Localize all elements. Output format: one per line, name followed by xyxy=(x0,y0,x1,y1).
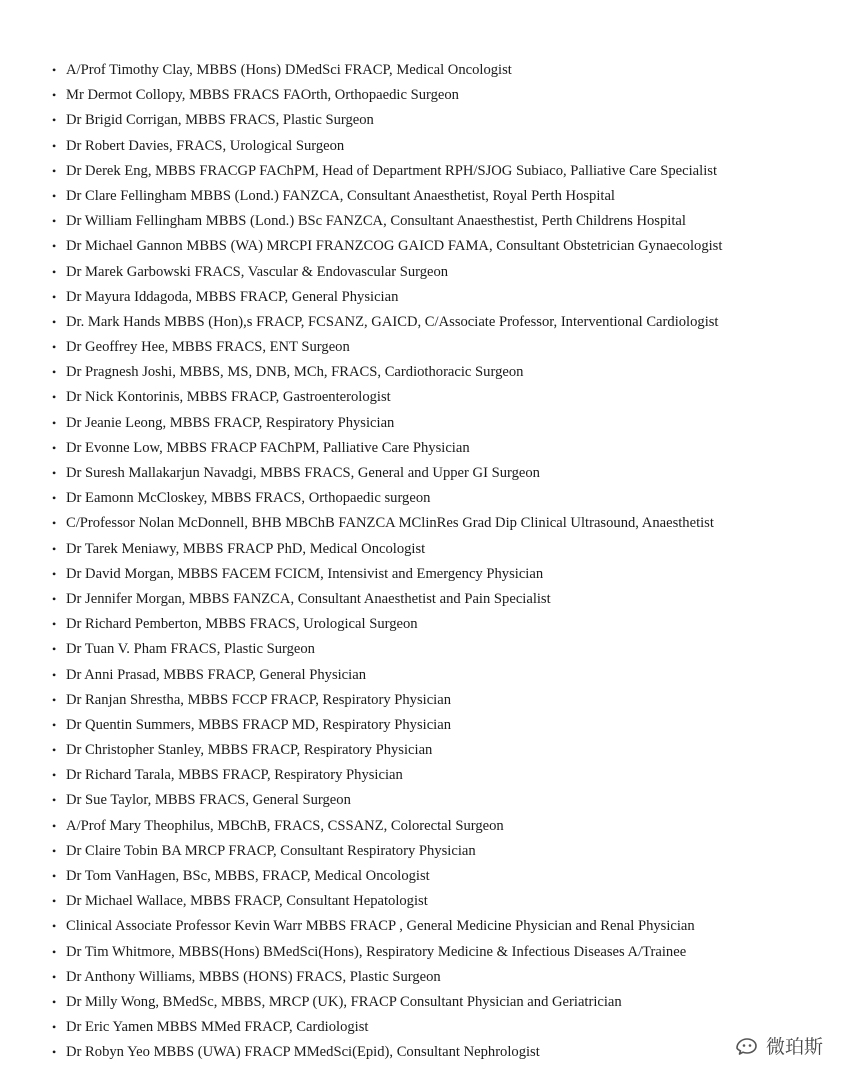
list-item-text: Dr Eamonn McCloskey, MBBS FRACS, Orthopaedic surgeon xyxy=(66,490,431,507)
list-item xyxy=(52,562,832,587)
list-item xyxy=(52,990,832,1015)
list-item-text: Dr Mayura Iddagoda, MBBS FRACP, General Physician xyxy=(66,288,399,305)
list-item-text: Dr Anthony Williams, MBBS (HONS) FRACS, Plastic Surgeon xyxy=(66,968,441,985)
list-item-text: Dr Marek Garbowski FRACS, Vascular & Endovascular Surgeon xyxy=(66,263,449,280)
bullet-icon: • xyxy=(52,743,57,758)
list-item xyxy=(52,713,832,738)
list-item xyxy=(52,1040,832,1065)
watermark xyxy=(734,1032,823,1059)
list-item xyxy=(52,914,832,939)
list-item-text: Dr Richard Tarala, MBBS FRACP, Respiratory Physician xyxy=(66,767,403,784)
list-item xyxy=(52,234,832,259)
list-item xyxy=(52,637,832,662)
bullet-icon: • xyxy=(52,969,57,984)
list-item xyxy=(52,864,832,889)
list-item-text: Dr Ranjan Shrestha, MBBS FCCP FRACP, Respiratory Physician xyxy=(66,691,452,708)
list-item xyxy=(52,486,832,511)
list-item xyxy=(52,209,832,234)
list-item-text: Mr Dermot Collopy, MBBS FRACS FAOrth, Orthopaedic Surgeon xyxy=(66,87,459,104)
list-item-text: A/Prof Mary Theophilus, MBChB, FRACS, CSSANZ, Colorectal Surgeon xyxy=(66,817,504,834)
list-item xyxy=(52,788,832,813)
bullet-icon: • xyxy=(52,717,57,732)
list-item-text: Dr Evonne Low, MBBS FRACP FAChPM, Palliative Care Physician xyxy=(66,439,470,456)
bullet-icon: • xyxy=(52,314,57,329)
list-item xyxy=(52,108,832,133)
list-item-text: Dr David Morgan, MBBS FACEM FCICM, Intensivist and Emergency Physician xyxy=(66,565,544,582)
bullet-icon: • xyxy=(52,667,57,682)
list-item-text: Dr Richard Pemberton, MBBS FRACS, Urological Surgeon xyxy=(66,616,418,633)
bullet-icon: • xyxy=(52,340,57,355)
list-item xyxy=(52,411,832,436)
list-item xyxy=(52,537,832,562)
bullet-icon: • xyxy=(52,818,57,833)
bullet-icon: • xyxy=(52,591,57,606)
bullet-icon: • xyxy=(52,793,57,808)
bullet-icon: • xyxy=(52,88,57,103)
list-item xyxy=(52,587,832,612)
signatory-list xyxy=(52,58,832,1066)
list-item-text: Dr Jennifer Morgan, MBBS FANZCA, Consultant Anaesthetist and Pain Specialist xyxy=(66,590,551,607)
list-item-text: Dr Robert Davies, FRACS, Urological Surgeon xyxy=(66,137,345,154)
list-item-text: Dr Geoffrey Hee, MBBS FRACS, ENT Surgeon xyxy=(66,339,350,356)
bullet-icon: • xyxy=(52,214,57,229)
list-item-text: Dr Pragnesh Joshi, MBBS, MS, DNB, MCh, FRACS, Cardiothoracic Surgeon xyxy=(66,364,524,381)
list-item xyxy=(52,940,832,965)
list-item xyxy=(52,360,832,385)
list-item xyxy=(52,310,832,335)
list-item-text: Dr Tuan V. Pham FRACS, Plastic Surgeon xyxy=(66,641,315,658)
list-item-text: Dr Tarek Meniawy, MBBS FRACP PhD, Medical Oncologist xyxy=(66,540,426,557)
bullet-icon: • xyxy=(52,1020,57,1035)
list-item xyxy=(52,763,832,788)
list-item xyxy=(52,260,832,285)
list-item xyxy=(52,965,832,990)
list-item xyxy=(52,385,832,410)
bullet-icon: • xyxy=(52,1045,57,1060)
bullet-icon: • xyxy=(52,894,57,909)
watermark-text: 微珀斯 xyxy=(765,1036,823,1058)
list-item-text: Dr Claire Tobin BA MRCP FRACP, Consultant Respiratory Physician xyxy=(66,842,476,859)
list-item-text: Dr Tom VanHagen, BSc, MBBS, FRACP, Medical Oncologist xyxy=(66,868,430,884)
bullet-icon: • xyxy=(52,566,57,581)
list-item xyxy=(52,511,832,536)
list-item-text: Dr Quentin Summers, MBBS FRACP MD, Respiratory Physician xyxy=(66,716,451,733)
bullet-icon: • xyxy=(52,994,57,1009)
list-item-text: Dr Brigid Corrigan, MBBS FRACS, Plastic Surgeon xyxy=(66,112,374,129)
list-item xyxy=(52,688,832,713)
bullet-icon: • xyxy=(52,163,57,178)
list-item-text: Dr Christopher Stanley, MBBS FRACP, Respiratory Physician xyxy=(66,742,433,759)
bullet-icon: • xyxy=(52,415,57,430)
list-item-text: Dr William Fellingham MBBS (Lond.) BSc FANZCA, Consultant Anaesthestist, Perth Childrens Hospital xyxy=(66,213,686,230)
bullet-icon: • xyxy=(52,365,57,380)
list-item-text: Dr Suresh Mallakarjun Navadgi, MBBS FRACS, General and Upper GI Surgeon xyxy=(66,465,540,481)
list-item xyxy=(52,83,832,108)
list-item xyxy=(52,839,832,864)
bullet-icon: • xyxy=(52,491,57,506)
bullet-icon: • xyxy=(52,239,57,254)
list-item xyxy=(52,436,832,461)
list-item xyxy=(52,159,832,184)
list-item-text: Dr Eric Yamen MBBS MMed FRACP, Cardiologist xyxy=(66,1019,369,1036)
bullet-icon: • xyxy=(52,188,57,203)
list-item-text: Dr Clare Fellingham MBBS (Lond.) FANZCA, Consultant Anaesthetist, Royal Perth Hospital xyxy=(66,187,615,204)
bullet-icon: • xyxy=(52,843,57,858)
list-item-text: Dr Michael Wallace, MBBS FRACP, Consultant Hepatologist xyxy=(66,893,428,910)
bullet-icon: • xyxy=(52,138,57,153)
bullet-icon: • xyxy=(52,692,57,707)
list-item-text: Dr. Mark Hands MBBS (Hon),s FRACP, FCSANZ, GAICD, C/Associate Professor, Interventional Cardiologist xyxy=(66,313,719,330)
bullet-icon: • xyxy=(52,466,57,480)
list-item-text: Dr Milly Wong, BMedSc, MBBS, MRCP (UK), FRACP Consultant Physician and Geriatrician xyxy=(66,993,622,1010)
list-item-text: Dr Derek Eng, MBBS FRACGP FAChPM, Head of Department RPH/SJOG Subiaco, Palliative Care Specialist xyxy=(66,162,718,179)
list-item xyxy=(52,814,832,839)
list-item-text: C/Professor Nolan McDonnell, BHB MBChB FANZCA MClinRes Grad Dip Clinical Ultrasound, Anaesthetist xyxy=(66,515,714,532)
wechat-logo-icon xyxy=(734,1036,760,1056)
bullet-icon: • xyxy=(52,63,57,77)
bullet-icon: • xyxy=(52,390,57,405)
list-item-text: Dr Nick Kontorinis, MBBS FRACP, Gastroenterologist xyxy=(66,389,391,406)
list-item xyxy=(52,134,832,159)
list-item xyxy=(52,285,832,310)
list-item-text: Dr Jeanie Leong, MBBS FRACP, Respiratory Physician xyxy=(66,414,395,431)
list-item xyxy=(52,738,832,763)
list-item-text: Dr Tim Whitmore, MBBS(Hons) BMedSci(Hons), Respiratory Medicine & Infectious Diseases A/Trainee xyxy=(66,943,687,960)
list-item xyxy=(52,184,832,209)
bullet-icon: • xyxy=(52,289,57,304)
list-item-text: Dr Sue Taylor, MBBS FRACS, General Surgeon xyxy=(66,792,351,809)
list-item xyxy=(52,612,832,637)
list-item-text: A/Prof Timothy Clay, MBBS (Hons) DMedSci FRACP, Medical Oncologist xyxy=(66,62,512,78)
bullet-icon: • xyxy=(52,440,57,455)
bullet-icon: • xyxy=(52,264,57,279)
list-item-text: Clinical Associate Professor Kevin Warr MBBS FRACP , General Medicine Physician and Renal Physician xyxy=(66,918,695,935)
list-item xyxy=(52,58,832,83)
list-item-text: Dr Michael Gannon MBBS (WA) MRCPI FRANZCOG GAICD FAMA, Consultant Obstetrician Gynaecologist xyxy=(66,238,723,255)
list-item xyxy=(52,335,832,360)
list-item xyxy=(52,663,832,688)
bullet-icon: • xyxy=(52,768,57,783)
bullet-icon: • xyxy=(52,617,57,632)
bullet-icon: • xyxy=(52,944,57,959)
bullet-icon: • xyxy=(52,642,57,657)
list-item-text: Dr Robyn Yeo MBBS (UWA) FRACP MMedSci(Epid), Consultant Nephrologist xyxy=(66,1044,540,1061)
list-item xyxy=(52,461,832,486)
list-item xyxy=(52,889,832,914)
list-item xyxy=(52,1015,832,1040)
bullet-icon: • xyxy=(52,919,57,934)
bullet-icon: • xyxy=(52,541,57,556)
bullet-icon: • xyxy=(52,113,57,128)
bullet-icon: • xyxy=(52,516,57,531)
list-item-text: Dr Anni Prasad, MBBS FRACP, General Physician xyxy=(66,666,366,683)
bullet-icon: • xyxy=(52,869,57,883)
